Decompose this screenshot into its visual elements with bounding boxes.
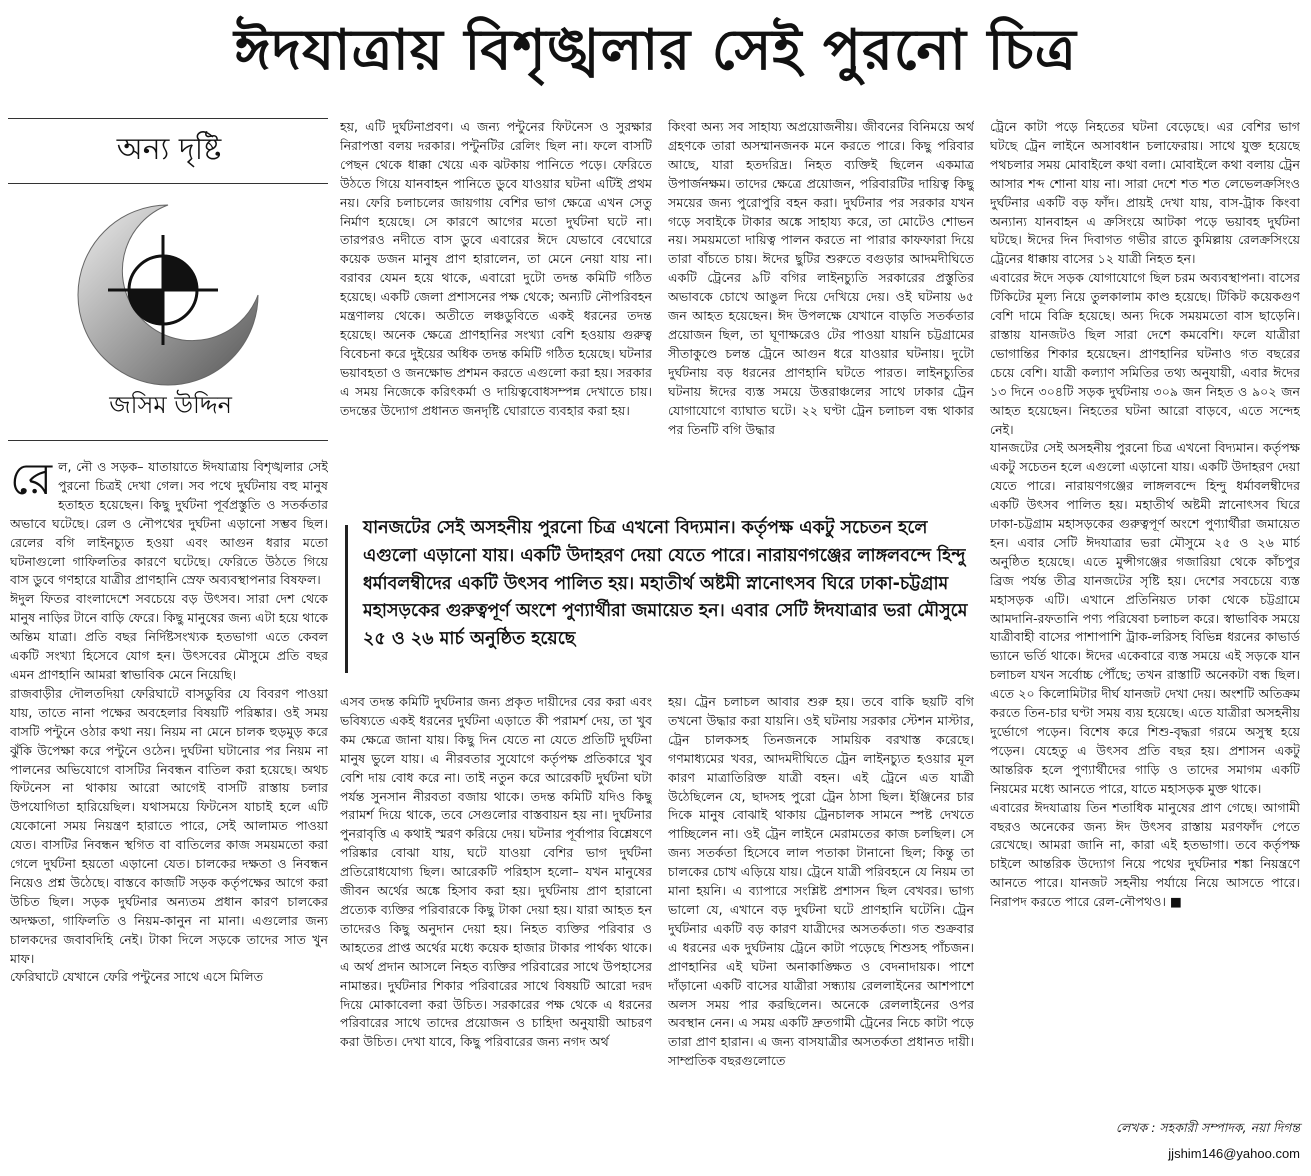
divider	[8, 183, 328, 184]
paragraph: রাজবাড়ীর দৌলতদিয়া ফেরিঘাটে বাসডুবির যে বিবরণ পাওয়া যায়, তাতে নানা পক্ষের অবহেলার বিষয়টি পরিষ্কার। ওই সময় বাসটি পন্টুনে ওঠার কথা নয়। নিয়ম না মেনে চালক হুড়মুড় করে ঝুঁকি উপেক্ষা করে পন্টুনে ওঠেন। দুর্ঘটনা ঘটানোর পর নিয়ম না পালনের অভিযোগে বাসটির নিবন্ধন বাতিল করা হয়েছে। অথচ ফিটনেস না থাকায় আরো আগেই বাসটি রাস্তায় চলার উপযোগিতা হারিয়েছিল। যথাসময়ে ফিটনেস যাচাই হলে এটি যেকোনো সময় নিয়ন্ত্রণ হারাতে পারে, সেই আলামত পাওয়া যেত। বাসটির নিবন্ধন স্থগিত বা বাতিলের কাজ সময়মতো করা গেলে দুর্ঘটনা হয়তো এড়ানো যেত। চালকের দক্ষতা ও নিবন্ধন নিয়েও প্রশ্ন উঠেছে। বাস্তবে কাজটি সড়ক কর্তৃপক্ষের আগে করা উচিত ছিল। সড়ক দুর্ঘটনার অন্যতম প্রধান কারণ চালকের অদক্ষতা, গাফিলতি ও নিয়ম-কানুন না মানা। এগুলোর জন্য চালকদের জবাবদিহি নেই। টাকা দিলে সড়কে তাদের সাত খুন মাফ।	[10, 685, 328, 966]
paragraph: যানজটের সেই অসহনীয় পুরনো চিত্র এখনো বিদ্যমান। কর্তৃপক্ষ একটু সচেতন হলে এগুলো এড়ানো যায়। একটি উদাহরণ দেয়া যেতে পারে। নারায়ণগঞ্জের লাঙ্গলবন্দে হিন্দু ধর্মাবলম্বীদের একটি উৎসব পালিত হয়। মহাতীর্থ অষ্টমী স্নানোৎসব ঘিরে ঢাকা-চট্টগ্রাম মহাসড়কের গুরুত্বপূর্ণ অংশে পুণ্যার্থীরা জমায়েত হন। এবার সেটি ঈদযাত্রার ভরা মৌসুমে ২৫ ও ২৬ মার্চ অনুষ্ঠিত হয়েছে। এতে মুন্সীগঞ্জের গজারিয়া থেকে কাঁচপুর ব্রিজ পর্যন্ত তীব্র যানজটের সৃষ্টি হয়। দেশের সবচেয়ে ব্যস্ত মহাসড়ক এটি। এখানে প্রতিনিয়ত ঢাকা থেকে চট্টগ্রামে আমদানি-রফতানি পণ্য পরিষেবা চলাচল করে। স্বাভাবিক সময়ে যাত্রীবাহী বাসের পাশাপাশি ট্রাক-লরিসহ বিভিন্ন ধরনের কাভার্ড ভ্যানে ভর্তি থাকে। ঈদের একেবারে ব্যস্ত সময়ে এই সড়কে যান চলাচল যখন সর্বোচ্চ পৌঁছে; তখন রাস্তাটি অনেকটা বন্ধ ছিল। এতে ২০ কিলোমিটার দীর্ঘ যানজট দেখা দেয়। অংশটি অতিক্রম করতে তিন-চার ঘণ্টা সময় ব্যয় হয়েছে। এতে যাত্রীরা অসহনীয় দুর্ভোগে পড়েন। বিশেষ করে শিশু-বৃদ্ধরা গরমে অসুস্থ হয়ে পড়েন। যেহেতু এ উৎসব প্রতি বছর হয়। প্রশাসন একটু আন্তরিক হলে পুণ্যার্থীদের গাড়ি ও তাদের সমাগম একটি নিয়মের মধ্যে আনতে পারে, যাতে মহাসড়ক মুক্ত থাকে।	[990, 440, 1300, 796]
pull-quote-bar	[345, 525, 348, 673]
divider	[8, 118, 328, 119]
paragraph: ফেরিঘাটে যেখানে ফেরি পন্টুনের সাথে এসে মিলিত	[10, 969, 264, 985]
author-name: জসিম উদ্দিন	[109, 391, 232, 419]
pull-quote-text: যানজটের সেই অসহনীয় পুরনো চিত্র এখনো বিদ্যমান। কর্তৃপক্ষ একটু সচেতন হলে এগুলো এড়ানো যায়। একটি উদাহরণ দেয়া যেতে পারে। নারায়ণগঞ্জের লাঙ্গলবন্দে হিন্দু ধর্মাবলম্বীদের একটি উৎসব পালিত হয়। মহাতীর্থ অষ্টমী স্নানোৎসব ঘিরে ঢাকা-চট্টগ্রাম মহাসড়কের গুরুত্বপূর্ণ অংশে পুণ্যার্থীরা জমায়েত হন। এবার সেটি ঈদযাত্রার ভরা মৌসুমে ২৫ ও ২৬ মার্চ অনুষ্ঠিত হয়েছে	[363, 518, 968, 650]
headline: ঈদযাত্রায় বিশৃঙ্খলার সেই পুরনো চিত্র	[234, 17, 1077, 83]
column-4	[990, 118, 1300, 1118]
drop-cap: রে	[10, 458, 53, 505]
column-badge: অন্য দৃষ্টি	[116, 132, 222, 167]
column-3-top	[668, 118, 974, 503]
column-3-bottom	[668, 693, 974, 1173]
author-email: jjshim146@yahoo.com	[1168, 1146, 1300, 1161]
paragraph: ল, নৌ ও সড়ক– যাতায়াতে ঈদযাত্রায় বিশৃঙ্খলার সেই পুরনো চিত্রই দেখা গেল। সব পথে দুর্ঘটনায় বহু মানুষ হতাহত হয়েছেন। কিছু দুর্ঘটনা পূর্বপ্রস্তুতি ও সতর্কতার অভাবে ঘটেছে। রেল ও নৌপথের দুর্ঘটনা এড়ানো সম্ভব ছিল। রেলের বগি লাইনচ্যুত হওয়া এবং আগুন ধরার মতো ঘটনাগুলো গাফিলতির কারণে ঘটেছে। ফেরিতে উঠতে গিয়ে বাস ডুবে গণহারে যাত্রীর প্রাণহানি স্রেফ অব্যবস্থাপনার বিষফল।	[10, 459, 328, 588]
paragraph: এবারের ঈদযাত্রায় তিন শতাধিক মানুষের প্রাণ গেছে। আগামী বছরও অনেকের জন্য ঈদ উৎসব রাস্তায় মরণফাঁদ পেতে রেখেছে। আমরা জানি না, কারা এই হতভাগা। তবে কর্তৃপক্ষ চাইলে আন্তরিক উদ্যোগ নিয়ে পথের দুর্ঘটনার শঙ্কা নিয়ন্ত্রণে আনতে পারে। যানজট সহনীয় পর্যায়ে নিয়ে আসতে পারে। নিরাপদ করতে পারে রেল-নৌপথও। ■	[990, 799, 1300, 910]
column-1	[10, 458, 328, 1173]
paragraph: ট্রেনে কাটা পড়ে নিহতের ঘটনা বেড়েছে। এর বেশির ভাগ ঘটছে ট্রেন লাইনে অসাবধান চলাফেরায়। সাথে যুক্ত হয়েছে পথচলার সময় মোবাইলে কথা বলা। মোবাইলে কথা বলায় ট্রেন আসার শব্দ শোনা যায় না। সারা দেশে শত শত লেভেলক্রসিংও দুর্ঘটনার একটি বড় ফাঁদ। প্রায়ই দেখা যায়, বাস-ট্রাক কিংবা অন্যান্য যানবাহন এ ক্রসিংয়ে আটকা পড়ে ভয়াবহ দুর্ঘটনা ঘটছে। ঈদের দিন দিবাগত গভীর রাতে কুমিল্লায় রেলক্রসিংয়ে ট্রেনের ধাক্কায় বাসের ১২ যাত্রী নিহত হন।	[990, 119, 1300, 267]
divider	[8, 440, 328, 441]
paragraph: এবারের ঈদে সড়ক যোগাযোগে ছিল চরম অব্যবস্থাপনা। বাসের টিকিটের মূল্য নিয়ে তুলকালাম কাণ্ড হয়েছে। টিকিট কয়েকগুণ বেশি দামে বিক্রি হয়েছে। অন্য দিকে সময়মতো বাস ছাড়েনি। রাস্তায় যানজটও ছিল সারা দেশে কমবেশি। ফলে যাত্রীরা ভোগান্তির শিকার হয়েছেন। প্রাণহানির ঘটনাও গত বছরের চেয়ে বেশি। যাত্রী কল্যাণ সমিতির তথ্য অনুযায়ী, এবার ঈদের ১৩ দিনে ৩০৪টি সড়ক দুর্ঘটনায় ৩০৯ জন নিহত ও ৯০২ জন আহত হয়েছেন। নিহতের ঘটনা আরো বাড়বে, এতে সন্দেহ নেই।	[990, 270, 1300, 437]
byline: লেখক : সহকারী সম্পাদক, নয়া দিগন্ত	[1115, 1120, 1300, 1135]
paragraph: হয়। ট্রেন চলাচল আবার শুরু হয়। তবে বাকি ছয়টি বগি তখনো উদ্ধার করা যায়নি। ওই ঘটনায় সরকার স্টেশন মাস্টার, ট্রেন চালকসহ তিনজনকে সাময়িক বরখাস্ত করেছে। গণমাধ্যমের খবর, আদমদীঘিতে ট্রেন লাইনচ্যুত হওয়ার মূল কারণ মাত্রাতিরিক্ত যাত্রী বহন। এই ট্রেনে এত যাত্রী উঠেছিলেন যে, ছাদসহ পুরো ট্রেন ঠাসা ছিল। ইঞ্জিনের চার দিকে মানুষ বোঝাই থাকায় ট্রেনচালক সামনে স্পষ্ট দেখতে পাচ্ছিলেন না। ওই ট্রেন লাইনে মেরামতের কাজ চলছিল। সে জন্য সতর্কতা হিসেবে লাল পতাকা টানানো ছিল; কিন্তু তা চালকের চোখ এড়িয়ে যায়। ট্রেনে যাত্রী পরিবহনে যে নিয়ম তা মানা হয়নি। এ ব্যাপারে সংশ্লিষ্ট প্রশাসন ছিল বেখবর। ভাগ্য ভালো যে, এখানে বড় দুর্ঘটনা ঘটে প্রাণহানি ঘটেনি। ট্রেন দুর্ঘটনার একটি বড় কারণ যাত্রীদের অসতর্কতা। গত শুক্রবার এ ধরনের এক দুর্ঘটনায় ট্রেনে কাটা পড়েছে শিশুসহ পাঁচজন। প্রাণহানির এই ঘটনা অনাকাঙ্ক্ষিত ও বেদনাদায়ক। পাশে দাঁড়ানো একটি বাসের যাত্রীরা সন্ধ্যায় রেললাইনের আশপাশে অলস সময় পার করছিলেন। অনেকে রেললাইনের ওপর অবস্থান নেন। এ সময় একটি দ্রুতগামী ট্রেনের নিচে কাটা পড়ে তারা প্রাণ হারান। এ জন্য বাসযাত্রীর অসতর্কতা প্রধানত দায়ী। সাম্প্রতিক বছরগুলোতে	[668, 694, 974, 1069]
paragraph: এসব তদন্ত কমিটি দুর্ঘটনার জন্য প্রকৃত দায়ীদের বের করা এবং ভবিষ্যতে একই ধরনের দুর্ঘটনা এড়াতে কী পরামর্শ দেয়, তা খুব কম ক্ষেত্রে জানা যায়। কিছু দিন যেতে না যেতে প্রতিটি দুর্ঘটনা মানুষ ভুলে যায়। এ নীরবতার সুযোগে কর্তৃপক্ষ প্রতিকারে খুব বেশি দায় বোধ করে না। তাই নতুন করে আরেকটি দুর্ঘটনা ঘটা পর্যন্ত সুনসান নীরবতা বজায় থাকে। তদন্ত কমিটি যদিও কিছু পরামর্শ দিয়ে থাকে, তবে সেগুলোর বাস্তবায়ন হয় না। দুর্ঘটনার পুনরাবৃত্তি এ কথাই স্মরণ করিয়ে দেয়। ঘটনার পূর্বাপার বিশ্লেষণে পরিষ্কার বোঝা যায়, ঘটে যাওয়া বেশির ভাগ দুর্ঘটনা প্রতিরোধযোগ্য ছিল। আরেকটি পরিহাস হলো– যখন মানুষের জীবন অর্থের অঙ্কে হিসাব করা হয়। দুর্ঘটনায় প্রাণ হারানো প্রত্যেক ব্যক্তির পরিবারকে কিছু টাকা দেয়া হয়। যারা আহত হন তাদেরও কিছু অনুদান দেয়া হয়। নিহত ব্যক্তির পরিবার ও আহতের প্রাপ্ত অর্থের মধ্যে কয়েক হাজার টাকার পার্থক্য থাকে। এ অর্থ প্রদান আসলে নিহত ব্যক্তির পরিবারের সাথে উপহাসের নামান্তর। দুর্ঘটনার শিকার পরিবারের সাথে বিষয়টি আরো দরদ দিয়ে মোকাবেলা করা উচিত। সরকারের পক্ষ থেকে এ ধরনের পরিবারের সাথে তাদের প্রয়োজন ও চাহিদা অনুযায়ী আচরণ করা উচিত। দেখা যাবে, কিছু পরিবারের জন্য নগদ অর্থ	[340, 694, 652, 1050]
pull-quote	[345, 515, 975, 683]
paragraph: হয়, এটি দুর্ঘটনাপ্রবণ। এ জন্য পন্টুনের ফিটনেস ও সুরক্ষার নিরাপত্তা বলয় দরকার। পন্টুনটির রেলিং ছিল না। ফলে বাসটি পেছন থেকে ধাক্কা খেয়ে এক ঝটকায় পানিতে পড়ে। ফেরিতে উঠতে গিয়ে যানবাহন পানিতে ডুবে যাওয়ার ঘটনা এটিই প্রথম নয়। ফেরি চলাচলের জায়গায় বেশির ভাগ ক্ষেত্রে এখন সেতু নির্মাণ হয়েছে। সে কারণে আগের মতো দুর্ঘটনা ঘটে না। তারপরও নদীতে বাস ডুবে এবারের ঈদে যেভাবে বেঘোরে কয়েক ডজন মানুষ প্রাণ হারালেন, তা মেনে নেয়া যায় না। বরাবর যেমন হয়ে থাকে, এবারো দুটো তদন্ত কমিটি গঠিত হয়েছে। একটি জেলা প্রশাসনের পক্ষ থেকে; অন্যটি নৌপরিবহন মন্ত্রণালয় থেকে। অতীতে লঞ্চডুবিতে একই ধরনের তদন্ত হয়েছে। অনেক ক্ষেত্রে প্রাণহানির সংখ্যা বেশি হওয়ায় গুরুত্ব বিবেচনা করে দুইয়ের অধিক তদন্ত কমিটি গঠিত হয়েছে। ঘটনার ভয়াবহতা ও জনক্ষোভ প্রশমন করতে এগুলো করা হয়। সরকার এ সময় নিজেকে করিৎকর্মা ও দায়িত্ববোধসম্পন্ন দেখাতে চায়। তদন্তের উদ্যোগ প্রধানত জনদৃষ্টি ঘোরাতে ব্যবহার করা হয়।	[340, 119, 652, 418]
paragraph: ঈদুল ফিতর বাংলাদেশে সবচেয়ে বড় উৎসব। সারা দেশ থেকে মানুষ নাড়ির টানে বাড়ি ফেরে। কিছু মানুষের জন্য এটা হয়ে থাকে অন্তিম যাত্রা। প্রতি বছর নির্দিষ্টসংখ্যক হতভাগা এতে কেবল একটি সংখ্যা হিসেবে যোগ হন। উৎসবের মৌসুমে প্রতি বছর এমন প্রাণহানি আমরা স্বাভাবিক মেনে নিয়েছি।	[10, 591, 328, 682]
paragraph: কিংবা অন্য সব সাহায্য অপ্রয়োজনীয়। জীবনের বিনিময়ে অর্থ গ্রহণকে তারা অসম্মানজনক মনে করতে পারে। কিছু পরিবার আছে, যারা হতদরিদ্র। নিহত ব্যক্তিই ছিলেন একমাত্র উপার্জনক্ষম। তাদের ক্ষেত্রে প্রয়োজন, পরিবারটির দায়িত্ব কিছু সময়ের জন্য পুরোপুরি বহন করা। দুর্ঘটনার পর সরকার যখন গড়ে সবাইকে টাকার অঙ্কে সাহায্য করে, তা মোটেও শোভন নয়। সময়মতো দায়িত্ব পালন করতে না পারার কাফফারা দিয়ে তারা বাঁচতে চায়। ঈদের ছুটির শুরুতে বগুড়ার আদমদীঘিতে একটি ট্রেনের ৯টি বগির লাইনচ্যুতি সরকারের প্রস্তুতির অভাবকে চোখে আঙুল দিয়ে দেখিয়ে দেয়। ওই ঘটনায় ৬৫ জন আহত হয়েছেন। ঈদ উপলক্ষে যেখানে বাড়তি সতর্কতার প্রয়োজন ছিল, তা ঘূণাক্ষরেও টের পাওয়া যায়নি চট্টগ্রামের সীতাকুণ্ডে চলন্ত ট্রেনে আগুন ধরে যাওয়ার ঘটনায়। দুটো দুর্ঘটনায় বড় ধরনের প্রাণহানি ঘটতে পারত। লাইনচ্যুতির ঘটনায় ঈদের ব্যস্ত সময়ে উত্তরাঞ্চলের সাথে ঢাকার ট্রেন যোগাযোগে ব্যাঘাত ঘটে। ২২ ঘণ্টা ট্রেন চলাচল বন্ধ থাকার পর তিনটি বগি উদ্ধার	[668, 119, 974, 437]
column-2-top	[340, 118, 652, 503]
column-logo-icon	[68, 195, 268, 395]
column-2-bottom	[340, 693, 652, 1173]
